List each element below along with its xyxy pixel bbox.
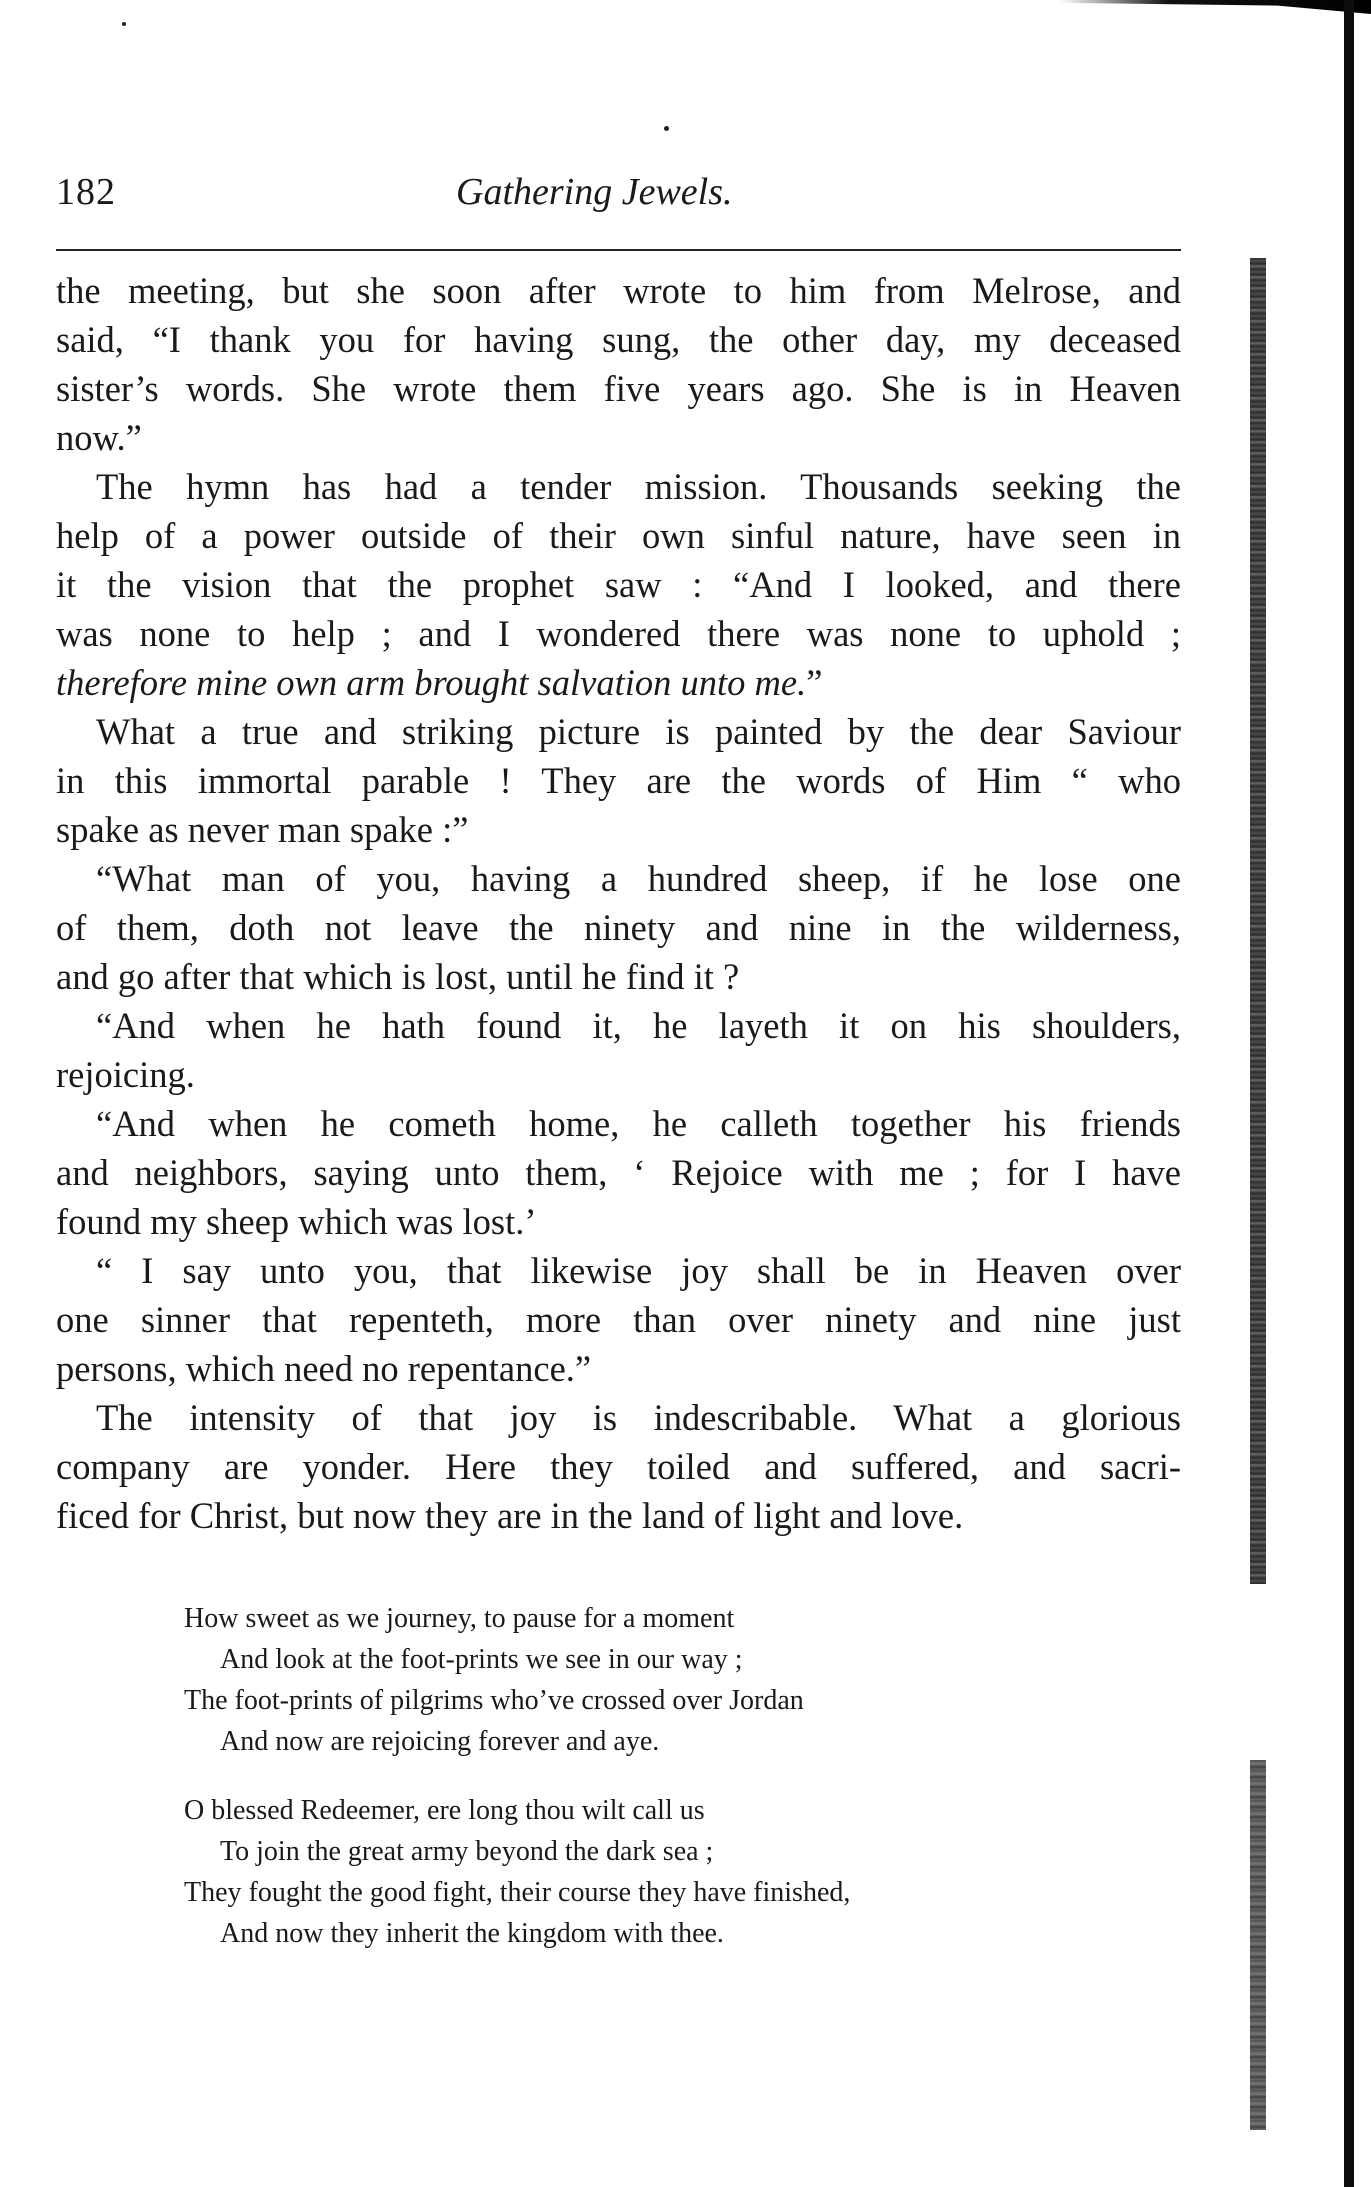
verse-line: And now are rejoicing forever and aye. [220, 1726, 660, 1757]
text-line: of them, doth not leave the ninety and nine in the wilderness, [56, 907, 1181, 948]
verse-line: They fought the good fight, their course they have finished, [184, 1877, 851, 1908]
text-line: and go after that which is lost, until he find it ? [56, 956, 740, 997]
text-line: sister’s words. She wrote them five years ago. She is in Heaven [56, 368, 1181, 409]
text-line: “ I say unto you, that likewise joy shall be in Heaven over [96, 1250, 1181, 1291]
running-title: Gathering Jewels. [456, 171, 733, 213]
text-line: company are yonder. Here they toiled and suffered, and sacri- [56, 1446, 1181, 1487]
verse-line: And look at the foot-prints we see in our way ; [220, 1644, 743, 1675]
scripture-quote: therefore mine own arm brought salvation unto me. [56, 662, 807, 703]
running-head [56, 170, 1176, 230]
paragraph [56, 1393, 1181, 1540]
page-number: 182 [56, 171, 116, 213]
paragraph [56, 462, 1181, 707]
text-line: found my sheep which was lost.’ [56, 1201, 537, 1242]
header-rule [56, 249, 1181, 251]
poem-stanza-2 [184, 1790, 1084, 1954]
verse-line: To join the great army beyond the dark sea ; [220, 1836, 714, 1867]
text-line: The intensity of that joy is indescribable. What a glorious [96, 1397, 1181, 1438]
ink-speck [664, 126, 669, 131]
text-line: in this immortal parable ! They are the words of Him “ who [56, 760, 1181, 801]
text-line: it the vision that the prophet saw : “And I looked, and there [56, 564, 1181, 605]
text-line: What a true and striking picture is painted by the dear Saviour [96, 711, 1181, 752]
text-line: one sinner that repenteth, more than over ninety and nine just [56, 1299, 1181, 1340]
text-line: “And when he hath found it, he layeth it on his shoulders, [96, 1005, 1181, 1046]
poem-stanza-1 [184, 1598, 1084, 1762]
verse-line: O blessed Redeemer, ere long thou wilt call us [184, 1795, 705, 1826]
text-line: help of a power outside of their own sinful nature, have seen in [56, 515, 1181, 556]
text-line: and neighbors, saying unto them, ‘ Rejoice with me ; for I have [56, 1152, 1181, 1193]
verse-line: How sweet as we journey, to pause for a moment [184, 1603, 735, 1634]
closing-quote: ” [806, 662, 823, 703]
paragraph [56, 854, 1181, 1001]
verse-line: And now they inherit the kingdom with thee. [220, 1918, 724, 1949]
text-line: “What man of you, having a hundred sheep, if he lose one [96, 858, 1181, 899]
scan-edge-top [1060, 0, 1371, 14]
text-line: now.” [56, 417, 142, 458]
text-line: The hymn has had a tender mission. Thousands seeking the [96, 466, 1181, 507]
body-text [56, 266, 1181, 1540]
text-line: said, “I thank you for having sung, the other day, my deceased [56, 319, 1181, 360]
text-line: persons, which need no repentance.” [56, 1348, 592, 1389]
text-line: was none to help ; and I wondered there was none to uphold ; [56, 613, 1181, 654]
text-line: spake as never man spake :” [56, 809, 469, 850]
ink-speck [122, 22, 126, 26]
paragraph [56, 1001, 1181, 1099]
text-line: “And when he cometh home, he calleth together his friends [96, 1103, 1181, 1144]
paragraph [56, 266, 1181, 462]
paragraph [56, 707, 1181, 854]
paragraph [56, 1099, 1181, 1246]
text-line: ficed for Christ, but now they are in the land of light and love. [56, 1495, 964, 1536]
paragraph [56, 1246, 1181, 1393]
binding-shadow-upper [1250, 258, 1266, 1584]
verse-line: The foot-prints of pilgrims who’ve crossed over Jordan [184, 1685, 804, 1716]
scan-edge-right [1344, 0, 1354, 2187]
text-line [56, 658, 1181, 707]
text-line: the meeting, but she soon after wrote to him from Melrose, and [56, 270, 1181, 311]
binding-shadow-lower [1250, 1760, 1266, 2130]
text-line: rejoicing. [56, 1054, 195, 1095]
